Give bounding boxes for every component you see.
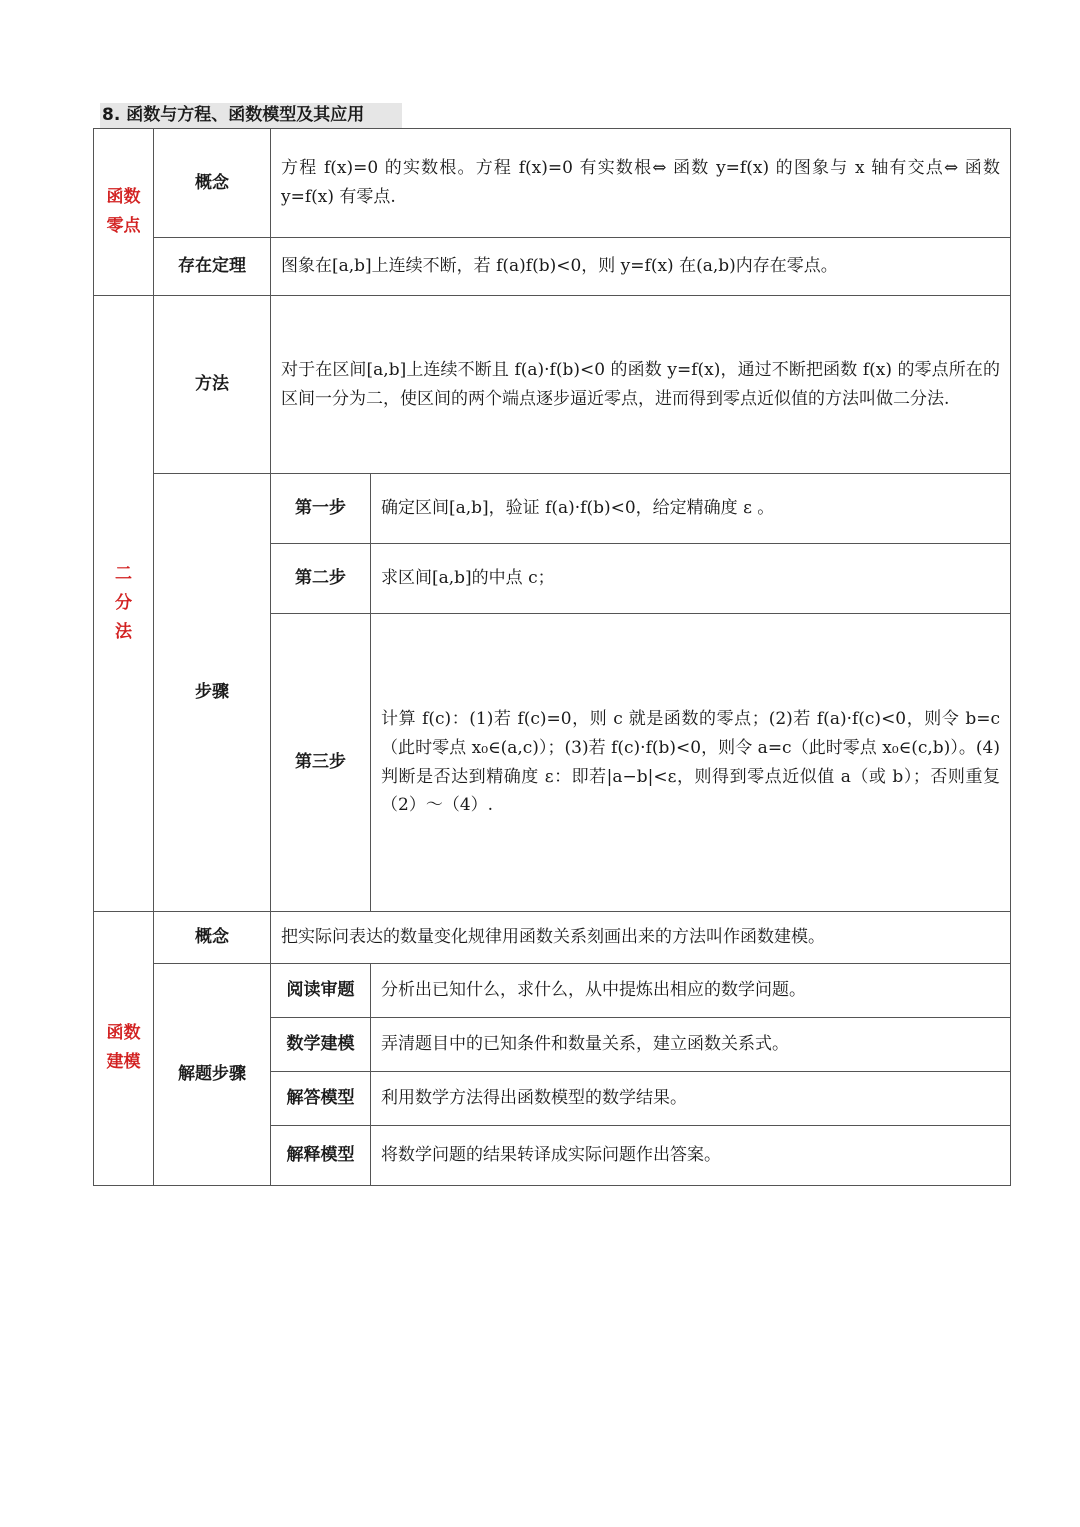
zero-theorem-text — [271, 238, 1011, 296]
step-name: 阅读审题 — [271, 963, 371, 1017]
step-text — [371, 963, 1011, 1017]
modeling-concept-label: 概念 — [154, 911, 271, 963]
zero-theorem-content: 图象在[a,b]上连续不断，若 f(a)f(b)<0，则 y=f(x) 在(a,b)内存在零点。 — [281, 256, 838, 277]
zero-theorem-label: 存在定理 — [154, 238, 271, 296]
step-name: 解释模型 — [271, 1125, 371, 1185]
step-name: 第一步 — [271, 474, 371, 544]
bisection-method-row — [94, 296, 1011, 474]
step-text — [371, 544, 1011, 614]
step-text — [371, 1125, 1011, 1185]
step-text — [371, 614, 1011, 911]
modeling-concept-row — [94, 911, 1011, 963]
step-name: 第三步 — [271, 614, 371, 911]
step-name: 解答模型 — [271, 1071, 371, 1125]
section-label-modeling — [94, 911, 154, 1185]
page-title: 8. 函数与方程、函数模型及其应用 — [100, 103, 402, 128]
bisection-step-row — [94, 474, 1011, 544]
step-content: 分析出已知什么，求什么，从中提炼出相应的数学问题。 — [381, 979, 806, 1000]
zero-theorem-row — [94, 238, 1011, 296]
modeling-step-row — [94, 963, 1011, 1017]
step-content: 将数学问题的结果转译成实际问题作出答案。 — [381, 1145, 721, 1165]
section-label-line: 函数 — [106, 187, 141, 208]
section-label-line: 函数 — [106, 1023, 141, 1044]
section-label-bisection — [94, 296, 154, 912]
step-name: 第二步 — [271, 544, 371, 614]
zero-concept-label: 概念 — [154, 129, 271, 238]
bisection-steps-label: 步骤 — [154, 474, 271, 911]
step-name: 数学建模 — [271, 1017, 371, 1071]
bisection-method-label: 方法 — [154, 296, 271, 474]
section-label-line: 法 — [115, 621, 132, 642]
modeling-concept-content: 把实际问表达的数量变化规律用函数关系刻画出来的方法叫作函数建模。 — [281, 926, 825, 947]
step-content: 利用数学方法得出函数模型的数学结果。 — [381, 1087, 687, 1108]
zero-concept-text — [271, 129, 1011, 238]
step-content: 确定区间[a,b]，验证 f(a)·f(b)<0，给定精确度 ε 。 — [381, 498, 775, 519]
section-label-line: 零点 — [106, 216, 141, 237]
modeling-steps-label: 解题步骤 — [154, 963, 271, 1185]
step-content: 计算 f(c)：(1)若 f(c)=0，则 c 就是函数的零点；(2)若 f(a)·f(c)<0，则令 b=c（此时零点 x₀∈(a,c)）；(3)若 f(c)·f(b)<0，则令 a=c（此时零点 x₀∈(c,b)）。(4) 判断是否达到精确度 ε：即若|a−b|<ε，则得到零点近似值 a（或 b）；否则重复（2）～（4）. — [381, 708, 1000, 816]
bisection-method-content: 对于在区间[a,b]上连续不断且 f(a)·f(b)<0 的函数 y=f(x)，通过不断把函数 f(x) 的零点所在的区间一分为二，使区间的两个端点逐步逼近零点，进而得到零点近似值的方法叫做二分法. — [281, 359, 1000, 409]
section-label-line: 建模 — [106, 1052, 141, 1073]
step-content: 弄清题目中的已知条件和数量关系，建立函数关系式。 — [381, 1033, 789, 1054]
step-text — [371, 474, 1011, 544]
section-label-line: 二 — [115, 564, 132, 585]
section-label-zero — [94, 129, 154, 296]
zero-concept-content: 方程 f(x)=0 的实数根。方程 f(x)=0 有实数根⇔ 函数 y=f(x) 的图象与 x 轴有交点⇔ 函数 y=f(x) 有零点. — [281, 158, 1000, 208]
section-label-line: 分 — [115, 592, 132, 613]
step-text — [371, 1071, 1011, 1125]
summary-table — [93, 128, 1011, 1186]
modeling-concept-text — [271, 911, 1011, 963]
step-content: 求区间[a,b]的中点 c； — [381, 568, 555, 589]
zero-concept-row — [94, 129, 1011, 238]
bisection-method-text — [271, 296, 1011, 474]
step-text — [371, 1017, 1011, 1071]
